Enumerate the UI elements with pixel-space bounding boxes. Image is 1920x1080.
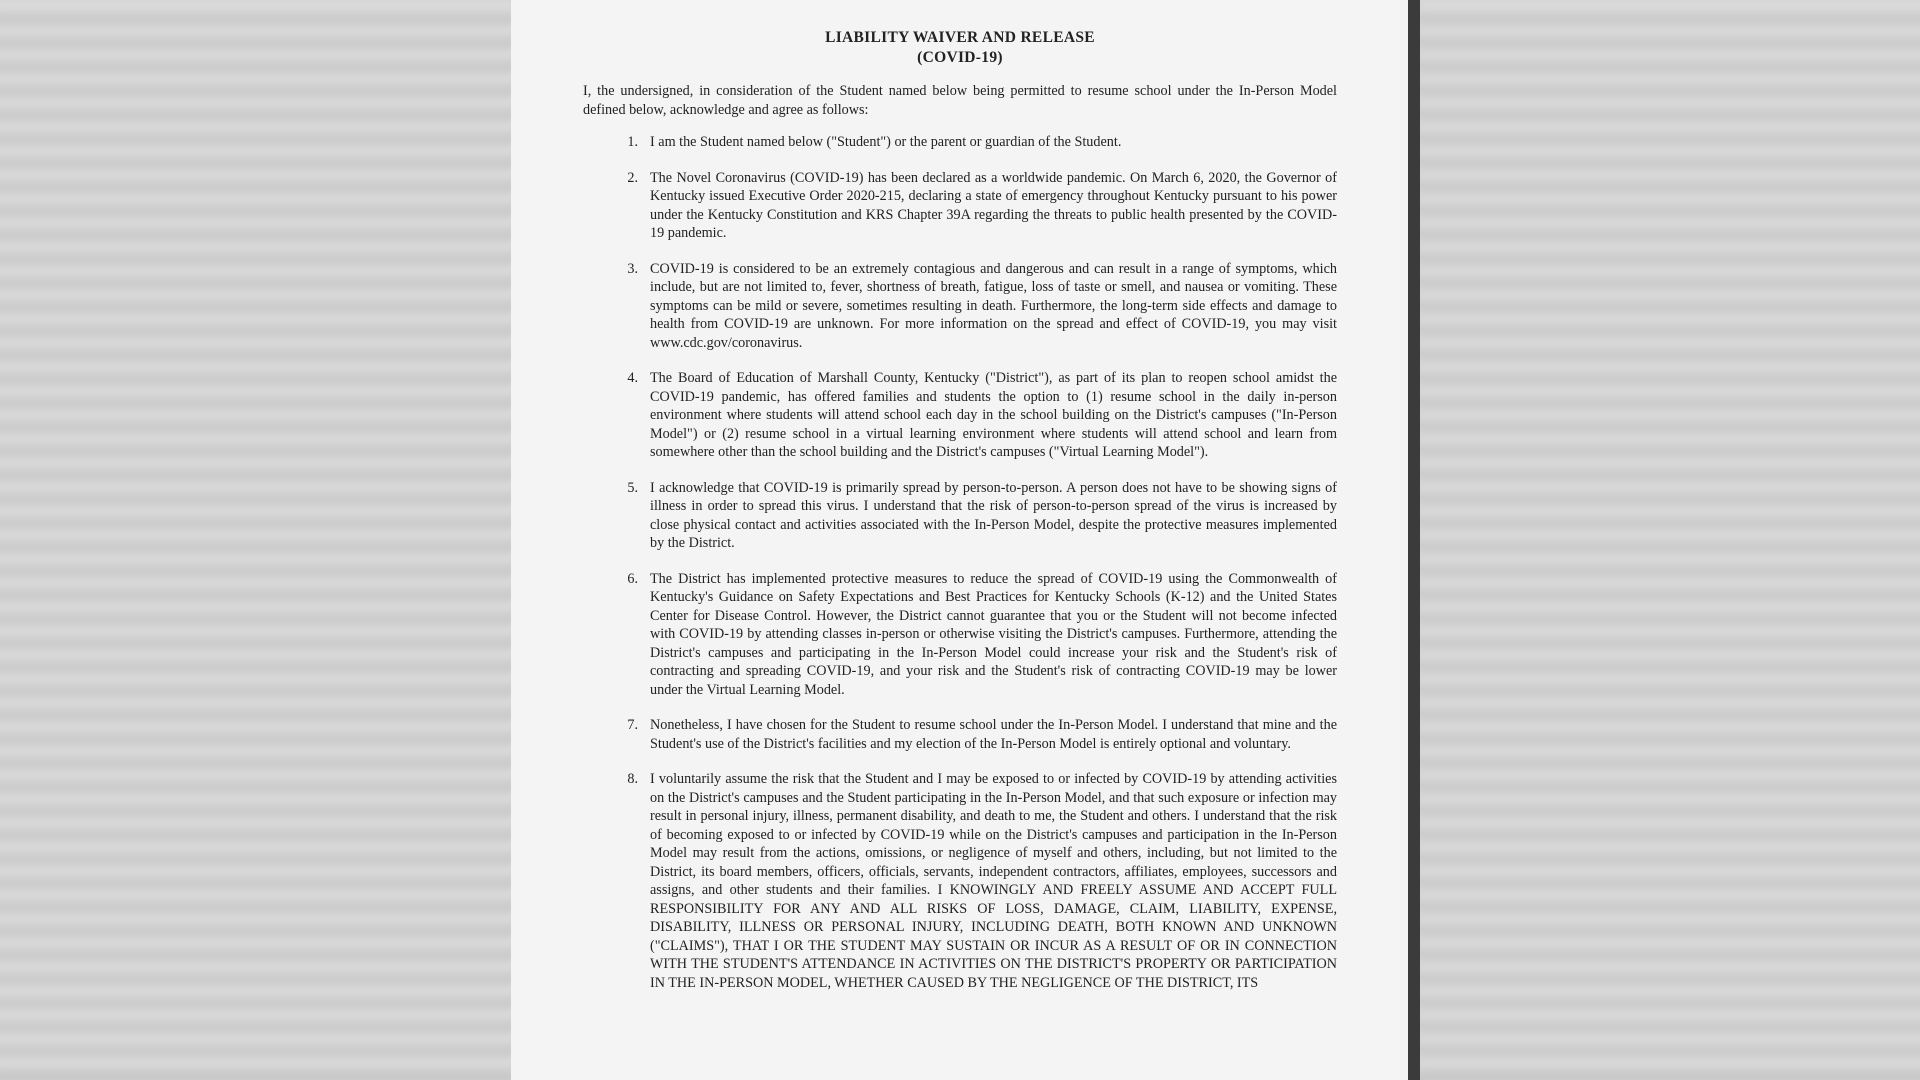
title-line-2: (COVID-19) [917, 49, 1003, 66]
clause-item [583, 260, 1337, 353]
document-page [511, 0, 1408, 1080]
intro-paragraph: I, the undersigned, in consideration of the Student named below being permitted to resume school under the In-Person Model defined below, acknowledge and agree as follows: [583, 83, 1337, 118]
clause-number: 6. [627, 570, 638, 587]
clause-text: I acknowledge that COVID-19 is primarily spread by person-to-person. A person does not have to be showing signs of illness in order to spread this virus. I understand that the risk of person-to-person spread of the virus is increased by close physical contact and activities associated with the In-Person Model, despite the protective measures implemented by the District. [650, 479, 1337, 551]
clause-text: The Board of Education of Marshall County, Kentucky ("District"), as part of its plan to reopen school amidst the COVID-19 pandemic, has offered families and students the option to (1) resume school in the daily in-person environment where students will attend school each day in the school building on the District's campuses ("In-Person Model") or (2) resume school in a virtual learning environment where students will attend school and learn from somewhere other than the school building and the District's campuses ("Virtual Learning Model"). [650, 370, 1337, 460]
clause-list [583, 133, 1337, 992]
clause-text: I voluntarily assume the risk that the Student and I may be exposed to or infected by COVID-19 by attending activities on the District's campuses and the Student participating in the In-Person Model, and that such exposure or infection may result in personal injury, illness, permanent disability, and death to me, the Student and others. I understand that the risk of becoming exposed to or infected by COVID-19 while on the District's campuses and participation in the In-Person Model may result from the actions, omissions, or negligence of myself and others, including, but not limited to the District, its board members, officers, officials, servants, independent contractors, affiliates, employees, successors and assigns, and other students and their families. I KNOWINGLY AND FREELY ASSUME AND ACCEPT FULL RESPONSIBILITY FOR ANY AND ALL RISKS OF LOSS, DAMAGE, CLAIM, LIABILITY, EXPENSE, DISABILITY, ILLNESS OR PERSONAL INJURY, INCLUDING DEATH, BOTH KNOWN AND UNKNOWN ("CLAIMS"), THAT I OR THE STUDENT MAY SUSTAIN OR INCUR AS A RESULT OF OR IN CONNECTION WITH THE STUDENT'S ATTENDANCE IN ACTIVITIES ON THE DISTRICT'S PROPERTY OR PARTICIPATION IN THE IN-PERSON MODEL, WHETHER CAUSED BY THE NEGLIGENCE OF THE DISTRICT, ITS [650, 771, 1337, 991]
clause-item [583, 133, 1337, 152]
clause-item [583, 570, 1337, 700]
clause-text: The District has implemented protective measures to reduce the spread of COVID-19 using the Commonwealth of Kentucky's Guidance on Safety Expectations and Best Practices for Kentucky Schools (K-12) and the United States Center for Disease Control. However, the District cannot guarantee that you or the Student will not become infected with COVID-19 by attending classes in-person or otherwise visiting the District's campuses. Furthermore, attending the District's campuses and participating in the In-Person Model could increase your risk and the Student's risk of contracting and spreading COVID-19, and your risk and the Student's risk of contracting COVID-19 may be lower under the Virtual Learning Model. [650, 570, 1337, 698]
clause-item [583, 716, 1337, 753]
clause-number: 1. [627, 134, 638, 150]
clause-text: Nonetheless, I have chosen for the Student to resume school under the In-Person Model. I understand that mine and the Student's use of the District's facilities and my election of the In-Person Model is entirely optional and voluntary. [650, 717, 1337, 752]
clause-item [583, 169, 1337, 243]
clause-number: 2. [627, 169, 638, 186]
document-body [583, 28, 1337, 1009]
clause-text: I am the Student named below ("Student") or the parent or guardian of the Student. [650, 134, 1122, 150]
clause-number: 3. [627, 260, 638, 277]
background-fade-right [1420, 0, 1920, 1080]
clause-number: 8. [627, 771, 638, 787]
background-fade-left [0, 0, 511, 1080]
clause-text: COVID-19 is considered to be an extremely contagious and dangerous and can result in a range of symptoms, which include, but are not limited to, fever, shortness of breath, fatigue, loss of taste or smell, and nausea or vomiting. These symptoms can be mild or severe, sometimes resulting in death. Furthermore, the long-term side effects and damage to health from COVID-19 are unknown. For more information on the spread and effect of COVID-19, you may visit www.cdc.gov/coronavirus. [650, 260, 1337, 351]
clause-number: 5. [627, 479, 638, 496]
clause-item [583, 770, 1337, 992]
clause-item [583, 369, 1337, 462]
clause-item [583, 479, 1337, 553]
title-line-1: LIABILITY WAIVER AND RELEASE [825, 29, 1095, 46]
clause-number: 4. [627, 370, 638, 386]
clause-number: 7. [627, 717, 638, 733]
clause-text: The Novel Coronavirus (COVID-19) has been declared as a worldwide pandemic. On March 6, 2020, the Governor of Kentucky issued Executive Order 2020-215, declaring a state of emergency throughout Kentucky pursuant to his power under the Kentucky Constitution and KRS Chapter 39A regarding the threats to public health presented by the COVID-19 pandemic. [650, 169, 1337, 241]
paper-shadow-edge [1408, 0, 1420, 1080]
document-title [583, 28, 1337, 68]
